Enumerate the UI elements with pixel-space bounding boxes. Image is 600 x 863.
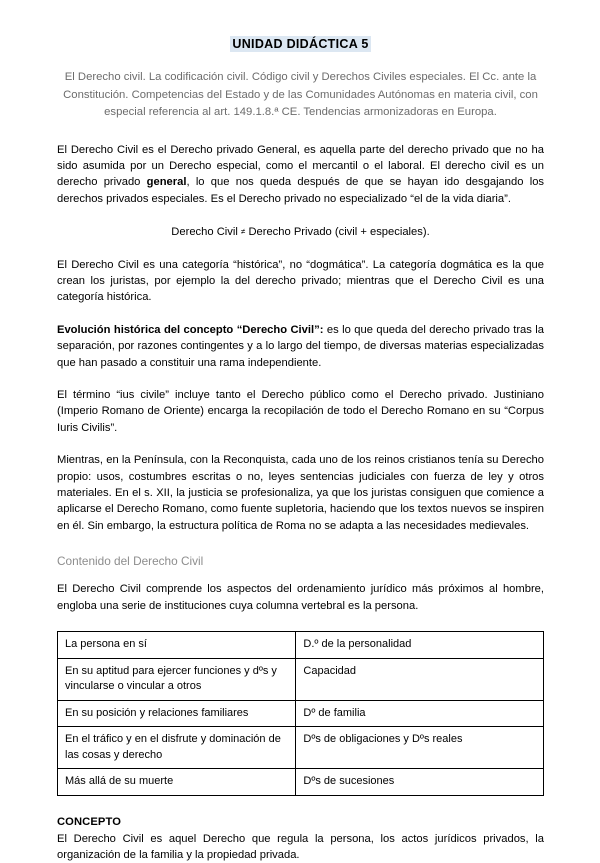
- table-cell-right: D.º de la personalidad: [296, 632, 544, 659]
- table-cell-right: Dºs de sucesiones: [296, 769, 544, 796]
- table-cell-left: En su posición y relaciones familiares: [58, 700, 296, 727]
- table-cell-right: Dºs de obligaciones y Dºs reales: [296, 727, 544, 769]
- table-row: [58, 727, 544, 769]
- not-equal-icon: ≠: [240, 227, 246, 237]
- paragraph-definition-part1: El Derecho Civil es el Derecho privado General, es aquella parte del derecho privado que no ha sido asumida por un Derecho especial, como el mercantil o el laboral. El derecho civil es un derecho privado: [57, 143, 544, 189]
- table-cell-left: La persona en sí: [58, 632, 296, 659]
- equation-line: [57, 224, 544, 240]
- table-cell-left: En el tráfico y en el disfrute y dominación de las cosas y derecho: [58, 727, 296, 769]
- paragraph-peninsula: Mientras, en la Península, con la Reconquista, cada uno de los reinos cristianos tenía su Derecho propio: usos, costumbres escritas o no, leyes sentencias judiciales con fuerza de ley y otros materiales. En el s. XII, la justicia se profesionaliza, ya que los juristas consiguen que comience a aplicarse el Derecho Romano, como fuente supletoria, haciendo que los textos nuevos se inspiren en él. Sin embargo, la estructura política de Roma no se adapta a las necesidades medievales.: [57, 454, 544, 532]
- table-cell-right: Dº de familia: [296, 700, 544, 727]
- paragraph-contenido-intro: El Derecho Civil comprende los aspectos del ordenamiento jurídico más próximos al hombre, engloba una serie de instituciones cuya columna vertebral es la persona.: [57, 583, 544, 612]
- document-subtitle: El Derecho civil. La codificación civil. Código civil y Derechos Civiles especiales. El Cc. ante la Constitución. Competencias del Estado y de las Comunidades Autónomas en materia civil, con especial referencia al art. 149.1.8.ª CE. Tendencias armonizadoras en Europa.: [63, 71, 538, 118]
- paragraph-definition: [57, 142, 544, 208]
- equation-left: Derecho Civil: [171, 226, 238, 239]
- concepto-heading: CONCEPTO: [57, 815, 121, 828]
- section-heading-contenido: Contenido del Derecho Civil: [57, 554, 204, 569]
- paragraph-categoria: El Derecho Civil es una categoría “histórica”, no “dogmática”. La categoría dogmática es la que crean los juristas, por ejemplo la del derecho privado; mientras que el Derecho Civil es una categoría histórica.: [57, 258, 544, 304]
- table-row: [58, 632, 544, 659]
- table-cell-left: Más allá de su muerte: [58, 769, 296, 796]
- contenido-table: [57, 631, 544, 796]
- paragraph-definition-bold: general: [146, 176, 187, 189]
- paragraph-ius-civile: El término “ius civile” incluye tanto el Derecho público como el Derecho privado. Justiniano (Imperio Romano de Oriente) encarga la recopilación de todo el Derecho Romano en su “Corpus Iuris Civilis”.: [57, 388, 544, 434]
- table-cell-left: En su aptitud para ejercer funciones y dºs y vincularse o vincular a otros: [58, 658, 296, 700]
- table-row: [58, 769, 544, 796]
- page-title-text: UNIDAD DIDÁCTICA 5: [232, 37, 369, 51]
- paragraph-evolucion-rest: es lo que queda del derecho privado tras la separación, por razones contingentes y a lo largo del tiempo, de diversas materias especializadas que han pasado a constituir una rama independiente.: [57, 323, 545, 369]
- table-row: [58, 658, 544, 700]
- page-title: [57, 36, 544, 52]
- table-row: [58, 700, 544, 727]
- equation-right: Derecho Privado (civil + especiales).: [248, 226, 430, 239]
- paragraph-evolucion-bold: Evolución histórica del concepto “Derecho Civil”:: [57, 323, 324, 336]
- paragraph-evolucion: [57, 322, 544, 371]
- table-cell-right: Capacidad: [296, 658, 544, 700]
- concepto-body: El Derecho Civil es aquel Derecho que regula la persona, los actos jurídicos privados, la organización de la familia y la propiedad privada.: [57, 832, 544, 861]
- paragraph-definition-part2: , lo que nos queda después de que se hayan ido desgajando los derechos privados especiales. Es el Derecho privado no especializado “el de la vida diaria”.: [57, 176, 545, 205]
